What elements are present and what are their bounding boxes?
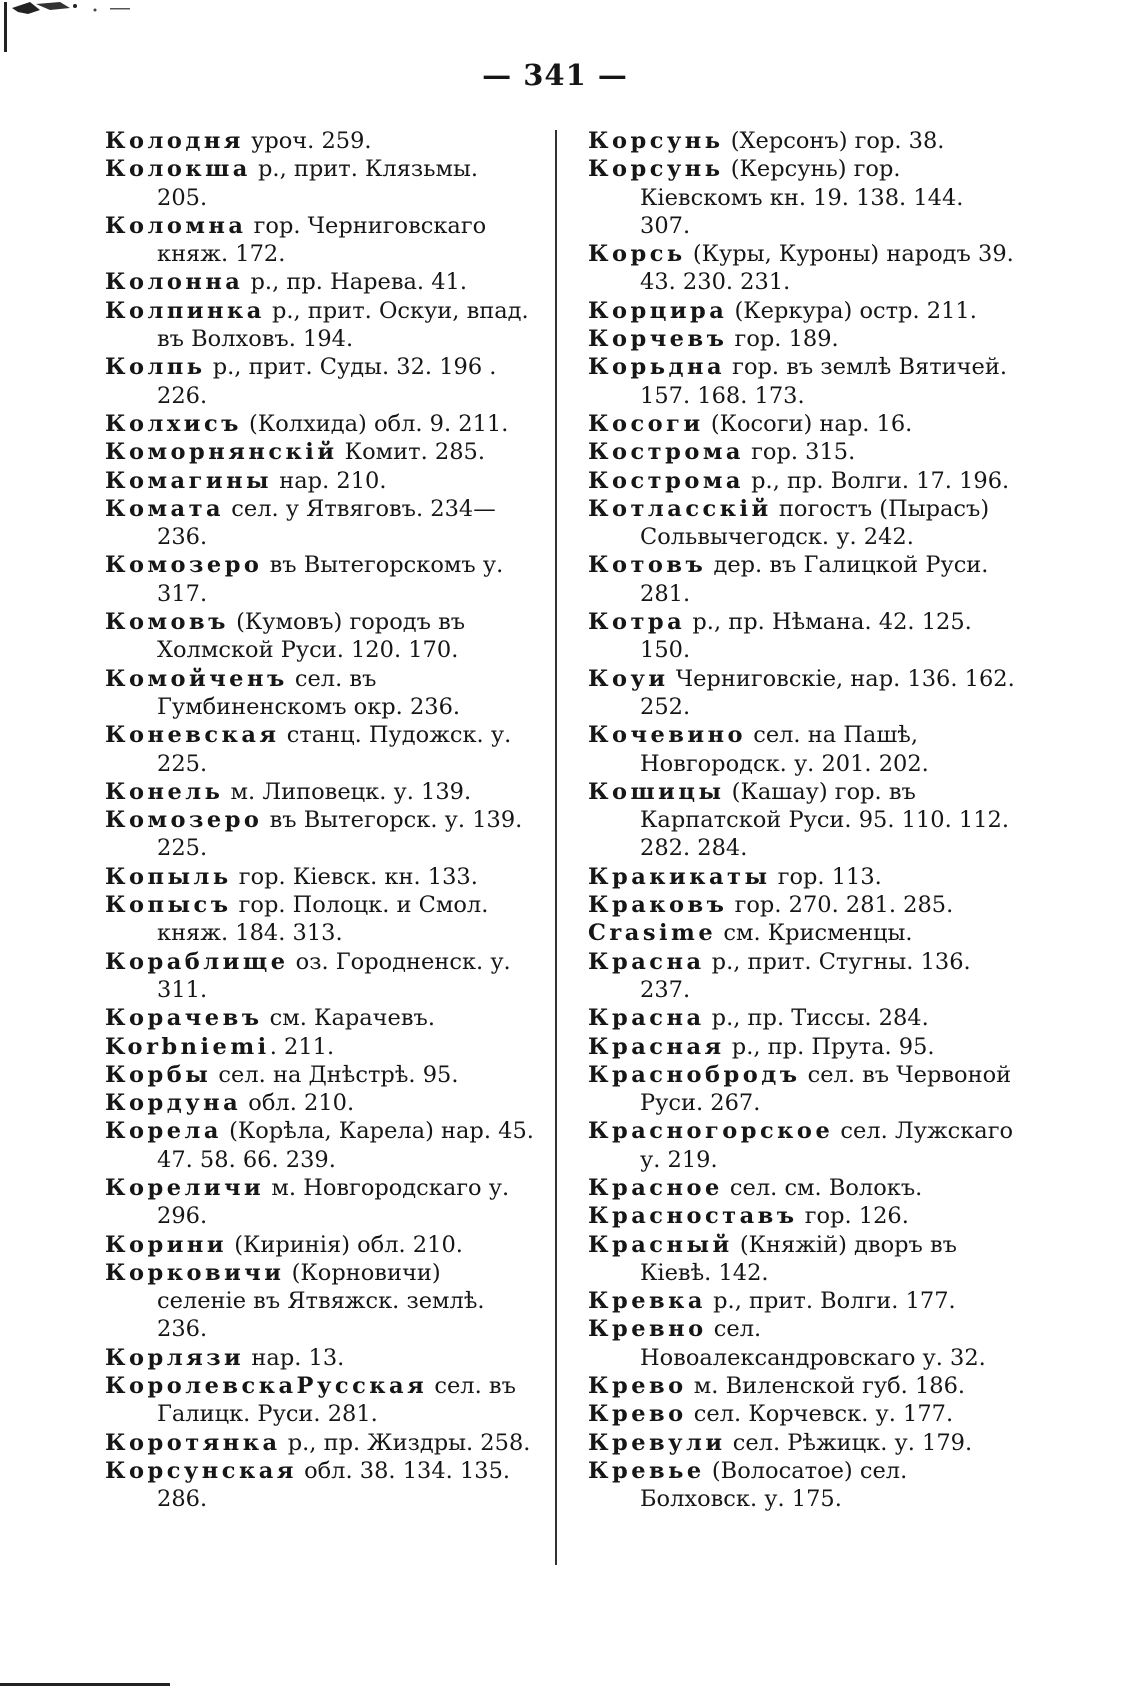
entry-headword: Кревно (588, 1316, 707, 1343)
entry-headword: Кревули (588, 1429, 726, 1456)
entry-headword: Кревье (588, 1457, 705, 1484)
entry-text: дер. въ Галицкой Руси. 281. (640, 552, 989, 607)
index-entry (105, 467, 535, 495)
entry-text: гор. въ землѣ Вятичей. 157. 168. 173. (640, 354, 1007, 409)
entry-headword: Кострома (588, 467, 744, 494)
index-entry (105, 1344, 535, 1372)
entry-text: (Кумовъ) городъ въ Холмской Руси. 120. 170. (157, 609, 466, 664)
index-entry (105, 1457, 535, 1514)
entry-headword: Кострома (588, 439, 744, 466)
index-entry (105, 1174, 535, 1231)
entry-text: сел. Лужскаго у. 219. (640, 1118, 1014, 1173)
entry-text: (Корновичи) селеніе въ Ятвяжск. землѣ. 236. (157, 1259, 485, 1343)
entry-headword: Коуи (588, 665, 669, 692)
entry-headword: Корела (105, 1118, 222, 1145)
entry-headword: Копыль (105, 863, 232, 890)
index-entry (105, 353, 535, 410)
index-entry (105, 1117, 535, 1174)
entry-text: сел. см. Волокъ. (722, 1174, 923, 1201)
entry-text: р., прит. Волги. 177. (705, 1288, 956, 1315)
entry-headword: Корчевъ (588, 326, 728, 353)
entry-headword: Крево (588, 1401, 687, 1428)
index-entry (105, 721, 535, 778)
entry-text: Черниговскіе, нар. 136. 162. 252. (640, 665, 1015, 720)
entry-text: сел. у Ятвяговъ. 234—236. (157, 495, 496, 551)
entry-headword: Кораблище (105, 948, 289, 975)
index-entry (105, 155, 535, 212)
entry-headword: Кореличи (105, 1174, 265, 1201)
entry-text: обл. 38. 134. 135. 286. (157, 1457, 511, 1513)
index-entry (105, 410, 535, 438)
entry-headword: Корбы (105, 1061, 212, 1088)
index-entry (588, 495, 1018, 552)
entry-text: сел. Рѣжицк. у. 179. (725, 1429, 973, 1456)
entry-text: сел. въ Червоной Руси. 267. (640, 1061, 1012, 1117)
column-divider (555, 130, 557, 1565)
entry-headword: Красногорское (588, 1118, 834, 1145)
index-entry (588, 863, 1018, 891)
index-entry (588, 551, 1018, 608)
index-entry (588, 353, 1018, 410)
entry-headword: Корьдна (588, 354, 726, 381)
scan-mark-image (0, 0, 150, 55)
entry-headword: Коневская (105, 722, 280, 749)
entry-text: гор. 270. 281. 285. (727, 892, 954, 919)
entry-text: гор. 113. (770, 863, 882, 890)
entry-text: гор. Полоцк. и Смол. княж. 184. 313. (157, 892, 489, 947)
entry-text: сел. на Днѣстрѣ. 95. (211, 1061, 459, 1088)
entry-text: р., прит. Суды. 32. 196 . 226. (157, 354, 497, 409)
entry-headword: Кошицы (588, 778, 725, 805)
index-entry (105, 495, 535, 552)
index-entry (588, 608, 1018, 665)
index-entry (588, 891, 1018, 919)
index-entry (588, 1315, 1018, 1372)
index-entry (105, 1231, 535, 1259)
entry-headword: Колодня (105, 128, 244, 154)
entry-headword: Корцира (588, 297, 728, 324)
entry-text: р., пр. Нѣмана. 42. 125. 150. (640, 609, 972, 664)
entry-text: р., прит. Клязьмы. 205. (157, 156, 479, 211)
entry-text: погостъ (Пырасъ) Сольвычегодск. у. 242. (640, 495, 990, 551)
entry-headword: Колокша (105, 156, 251, 183)
entry-headword: Корсь (588, 241, 686, 268)
index-entry (588, 948, 1018, 1005)
entry-text: (Куры, Куроны) народъ 39. 43. 230. 231. (640, 241, 1014, 296)
entry-headword: Красный (588, 1231, 733, 1258)
index-entry (588, 1400, 1018, 1428)
index-entry (105, 297, 535, 354)
entry-text: сел. Корчевск. у. 177. (686, 1401, 954, 1428)
entry-text: сел. въ Гумбиненскомъ окр. 236. (157, 665, 461, 720)
entry-text: гор. 315. (743, 439, 856, 466)
entry-headword: Корсунская (105, 1457, 297, 1484)
index-entry (105, 1033, 535, 1061)
index-entry (105, 1259, 535, 1344)
entry-headword: Комагины (105, 467, 273, 494)
index-entry (588, 1117, 1018, 1174)
entry-headword: Кревка (588, 1288, 706, 1315)
entry-text: р., пр. Прута. 95. (724, 1033, 935, 1060)
index-entry (105, 551, 535, 608)
entry-text: р., пр. Жиздры. 258. (280, 1429, 531, 1456)
entry-headword: Красная (588, 1033, 725, 1060)
entry-headword: Корлязи (105, 1344, 245, 1371)
entry-text: м. Виленской губ. 186. (686, 1373, 966, 1400)
entry-text: нар. 13. (244, 1344, 345, 1371)
entry-text: (Керкура) остр. 211. (727, 297, 977, 324)
entry-text: Комит. 285. (337, 439, 485, 466)
entry-text: (Херсонъ) гор. 38. (723, 128, 945, 154)
index-entry (105, 1004, 535, 1032)
index-entry (588, 1174, 1018, 1202)
index-entry (588, 240, 1018, 297)
entry-headword: Коломна (105, 212, 247, 239)
entry-text: (Колхида) обл. 9. 211. (241, 410, 509, 437)
entry-headword: Колхисъ (105, 410, 242, 437)
index-entry (105, 891, 535, 948)
index-entry (105, 212, 535, 269)
entry-text: . 211. (269, 1033, 335, 1060)
index-entry (105, 127, 535, 155)
index-entry (588, 1372, 1018, 1400)
entry-text: см. Крисменцы. (716, 920, 913, 947)
entry-text: въ Вытегорск. у. 139. 225. (157, 807, 523, 862)
entry-headword: Комозеро (105, 552, 263, 579)
entry-headword: Котовъ (588, 552, 707, 579)
bottom-rule (0, 1683, 170, 1686)
entry-headword: Корачевъ (105, 1005, 263, 1032)
entry-headword: Комата (105, 495, 225, 522)
entry-text: (Корѣла, Карела) нар. 45. 47. 58. 66. 239. (157, 1118, 534, 1173)
entry-text: (Киринія) обл. 210. (227, 1231, 463, 1258)
index-entry (588, 1202, 1018, 1230)
index-entry (588, 778, 1018, 863)
index-entry (588, 155, 1018, 240)
entry-headword: КоролевскаРусская (105, 1373, 428, 1400)
entry-text: р., пр. Тиссы. 284. (704, 1005, 929, 1032)
index-entry (588, 1287, 1018, 1315)
entry-text: р., пр. Нарева. 41. (243, 269, 468, 296)
entry-text: р., прит. Стугны. 136. 237. (640, 948, 971, 1003)
index-entry (105, 1061, 535, 1089)
entry-headword: Красна (588, 948, 705, 975)
entry-headword: Кракикаты (588, 863, 771, 890)
entry-headword: Корковичи (105, 1259, 285, 1286)
entry-headword: Колонна (105, 269, 244, 296)
index-entry (105, 268, 535, 296)
entry-headword: Комозеро (105, 807, 263, 834)
index-entry (588, 127, 1018, 155)
entry-headword: Котра (588, 609, 686, 636)
index-entry (105, 665, 535, 722)
index-entry (105, 1429, 535, 1457)
entry-headword: Краковъ (588, 892, 728, 919)
index-entry (105, 1372, 535, 1429)
entry-headword: Кочевино (588, 722, 747, 749)
entry-text: гор. 126. (797, 1203, 909, 1230)
entry-text: сел. на Пашѣ, Новгородск. у. 201. 202. (640, 722, 929, 777)
entry-text: м. Новгородскаго у. 296. (157, 1174, 510, 1230)
entry-headword: Колпинка (105, 297, 265, 324)
entry-headword: Crasime (588, 920, 717, 947)
index-entry (588, 1231, 1018, 1288)
index-entry (105, 806, 535, 863)
entry-headword: Коротянка (105, 1429, 281, 1456)
index-entry (105, 1089, 535, 1117)
index-entry (588, 1033, 1018, 1061)
entry-text: въ Вытегорскомъ у. 317. (157, 552, 504, 607)
index-entry (588, 410, 1018, 438)
entry-text: (Кашау) гор. въ Карпатской Руси. 95. 110. 112. 282. 284. (640, 778, 1010, 862)
entry-text: станц. Пудожск. у. 225. (157, 722, 512, 777)
entry-headword: Краснобродъ (588, 1061, 801, 1088)
entry-text: гор. Черниговскаго княж. 172. (157, 212, 487, 268)
index-column-left (105, 127, 535, 1567)
entry-headword: Корини (105, 1231, 228, 1258)
entry-text: м. Липовецк. у. 139. (223, 778, 472, 805)
entry-text: р., пр. Волги. 17. 196. (743, 467, 1010, 494)
index-entry (588, 721, 1018, 778)
index-entry (588, 438, 1018, 466)
index-entry (105, 438, 535, 466)
index-column-right (588, 127, 1018, 1567)
index-entry (105, 863, 535, 891)
entry-text: гор. Кіевск. кн. 133. (231, 863, 478, 890)
page-number: — 341 — (482, 58, 628, 92)
entry-text: оз. Городненск. у. 311. (157, 948, 511, 1003)
index-entry (588, 665, 1018, 722)
entry-headword: Корсунь (588, 156, 724, 183)
entry-headword: Конель (105, 778, 224, 805)
entry-headword: Комовъ (105, 609, 229, 636)
entry-text: сел. Новоалександровскаго у. 32. (640, 1316, 986, 1371)
entry-headword: Копысъ (105, 892, 232, 919)
index-entry (588, 297, 1018, 325)
entry-headword: Коморнянскій (105, 439, 338, 466)
index-entry (588, 1429, 1018, 1457)
index-entry (588, 919, 1018, 947)
index-entry (105, 778, 535, 806)
entry-text: см. Карачевъ. (262, 1005, 435, 1032)
entry-headword: Красна (588, 1005, 705, 1032)
index-entry (588, 325, 1018, 353)
entry-text: (Косоги) нар. 16. (703, 410, 913, 437)
entry-headword: Красноставъ (588, 1203, 798, 1230)
index-entry (105, 948, 535, 1005)
entry-text: (Княжій) дворъ въ Кіевѣ. 142. (640, 1231, 957, 1286)
entry-text: нар. 210. (272, 467, 387, 494)
entry-text: (Волосатое) сел. Болховск. у. 175. (640, 1457, 908, 1513)
index-entry (588, 467, 1018, 495)
entry-text: уроч. 259. (243, 128, 372, 154)
index-entry (588, 1061, 1018, 1118)
entry-headword: Косоги (588, 410, 704, 437)
entry-text: обл. 210. (241, 1090, 355, 1117)
entry-headword: Korbniemi (105, 1033, 270, 1060)
entry-headword: Красное (588, 1174, 723, 1201)
entry-headword: Корсунь (588, 128, 724, 154)
entry-text: сел. въ Галицк. Руси. 281. (157, 1373, 516, 1428)
entry-headword: Колпь (105, 354, 206, 381)
entry-headword: Комойченъ (105, 665, 288, 692)
entry-headword: Котласскій (588, 495, 772, 522)
entry-headword: Крево (588, 1373, 687, 1400)
index-entry (105, 608, 535, 665)
entry-text: р., прит. Оскуи, впад. въ Волховъ. 194. (157, 297, 529, 353)
index-entry (588, 1457, 1018, 1514)
entry-headword: Кордуна (105, 1090, 242, 1117)
index-entry (588, 1004, 1018, 1032)
entry-text: гор. 189. (727, 326, 839, 353)
entry-text: (Керсунь) гор. Кіевскомъ кн. 19. 138. 144. 307. (640, 156, 964, 239)
